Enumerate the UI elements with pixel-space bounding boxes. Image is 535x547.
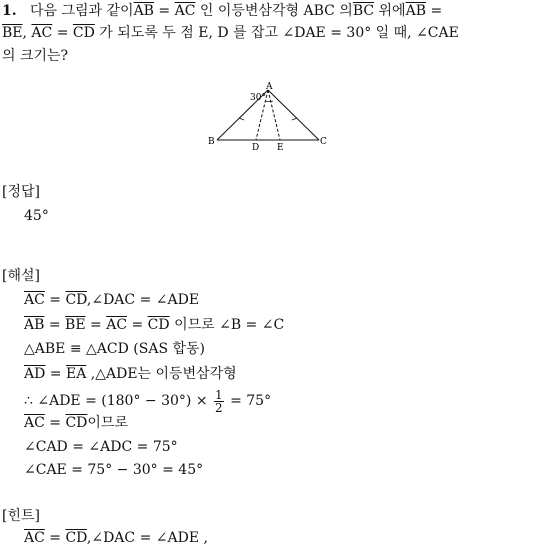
segment-cd: $\overline{CD}$ [65,292,87,308]
segment-ae [268,90,280,140]
segment-bc: $\overline{BC}$ [352,3,375,19]
segment-cd: $\overline{CD}$ [72,25,95,41]
label-a: A [266,82,273,92]
segment-be: $\overline{BE}$ [2,25,23,41]
equals-sign: = [49,530,62,546]
equals-sign: = [131,317,144,333]
problem-text: 다음 그림과 같이 [29,3,134,19]
problem-line-3 [2,47,68,65]
problem-line-1 [2,2,442,20]
fraction-numerator: 1 [215,387,223,402]
answer-header: [정답] [2,184,40,200]
equals-sign: = [90,317,102,333]
segment-ac: $\overline{AC}$ [31,25,53,41]
segment-be: $\overline{BE}$ [65,317,86,333]
explanation-text: 이므로 ∠B = ∠C [174,317,285,333]
segment-ab: $\overline{AB}$ [133,3,154,19]
side-ac [268,90,319,140]
segment-ab: $\overline{AB}$ [405,3,426,19]
explanation-line-7: ∠CAD = ∠ADC = 75° [24,439,178,455]
triangle-figure [203,80,333,152]
label-e: E [277,143,284,152]
problem-text: 가 되도록 두 점 E, D 를 잡고 ∠DAE = 30° 일 때, ∠CAE [99,25,459,41]
segment-ac: $\overline{AC}$ [24,292,45,308]
explanation-header: [해설] [2,268,40,284]
fraction [214,389,224,414]
segment-ab: $\overline{AB}$ [24,317,45,333]
comma: , [22,25,27,41]
equals-sign: = [49,415,62,431]
equals-sign: = [158,3,171,19]
explanation-text: ∴ ∠ADE = (180° − 30°) × [24,393,208,409]
segment-ac: $\overline{AC}$ [24,530,45,546]
problem-number: 1. [2,3,17,19]
explanation-text: 이므로 [87,415,128,431]
fraction-denominator: 2 [215,400,223,415]
problem-text: 위에 [378,3,406,19]
explanation-line-6 [24,414,128,432]
tick-mark-ab [239,118,244,120]
equals-sign: = [56,25,69,41]
angle-arc [265,101,273,102]
explanation-line-5 [24,387,271,415]
segment-ac: $\overline{AC}$ [24,415,45,431]
label-b: B [208,137,215,147]
explanation-line-3: △ABE ≡ △ACD (SAS 합동) [24,341,205,357]
segment-cd: $\overline{CD}$ [65,530,87,546]
segment-ac: $\overline{AC}$ [174,3,196,19]
segment-ea: $\overline{EA}$ [65,366,87,382]
segment-cd: $\overline{CD}$ [65,415,88,431]
equals-sign: = [48,317,61,333]
explanation-text: = 75° [230,393,272,409]
equals-sign: = [430,3,443,19]
explanation-line-2 [24,316,284,334]
label-c: C [320,137,327,147]
segment-cd: $\overline{CD}$ [147,317,170,333]
explanation-text: ,△ADE는 이등변삼각형 [90,366,237,382]
hint-header: [힌트] [2,508,40,524]
explanation-line-4 [24,365,237,383]
segment-ac: $\overline{AC}$ [106,317,128,333]
equals-sign: = [49,366,62,382]
explanation-line-8: ∠CAE = 75° − 30° = 45° [24,462,204,478]
angle-label: 30° [250,93,266,103]
segment-ad: $\overline{AD}$ [24,366,46,382]
problem-line-2 [2,24,459,42]
tick-mark-ac [292,118,297,120]
explanation-text: ,∠DAC = ∠ADE [86,292,200,308]
hint-text: ,∠DAC = ∠ADE , [86,530,208,546]
explanation-line-1 [24,291,199,309]
problem-text: 의 크기는? [2,48,69,64]
problem-text: 인 이등변삼각형 ABC 의 [199,3,353,19]
label-d: D [252,143,260,152]
answer-value: 45° [24,208,49,224]
equals-sign: = [49,292,62,308]
hint-line-1 [24,529,208,547]
